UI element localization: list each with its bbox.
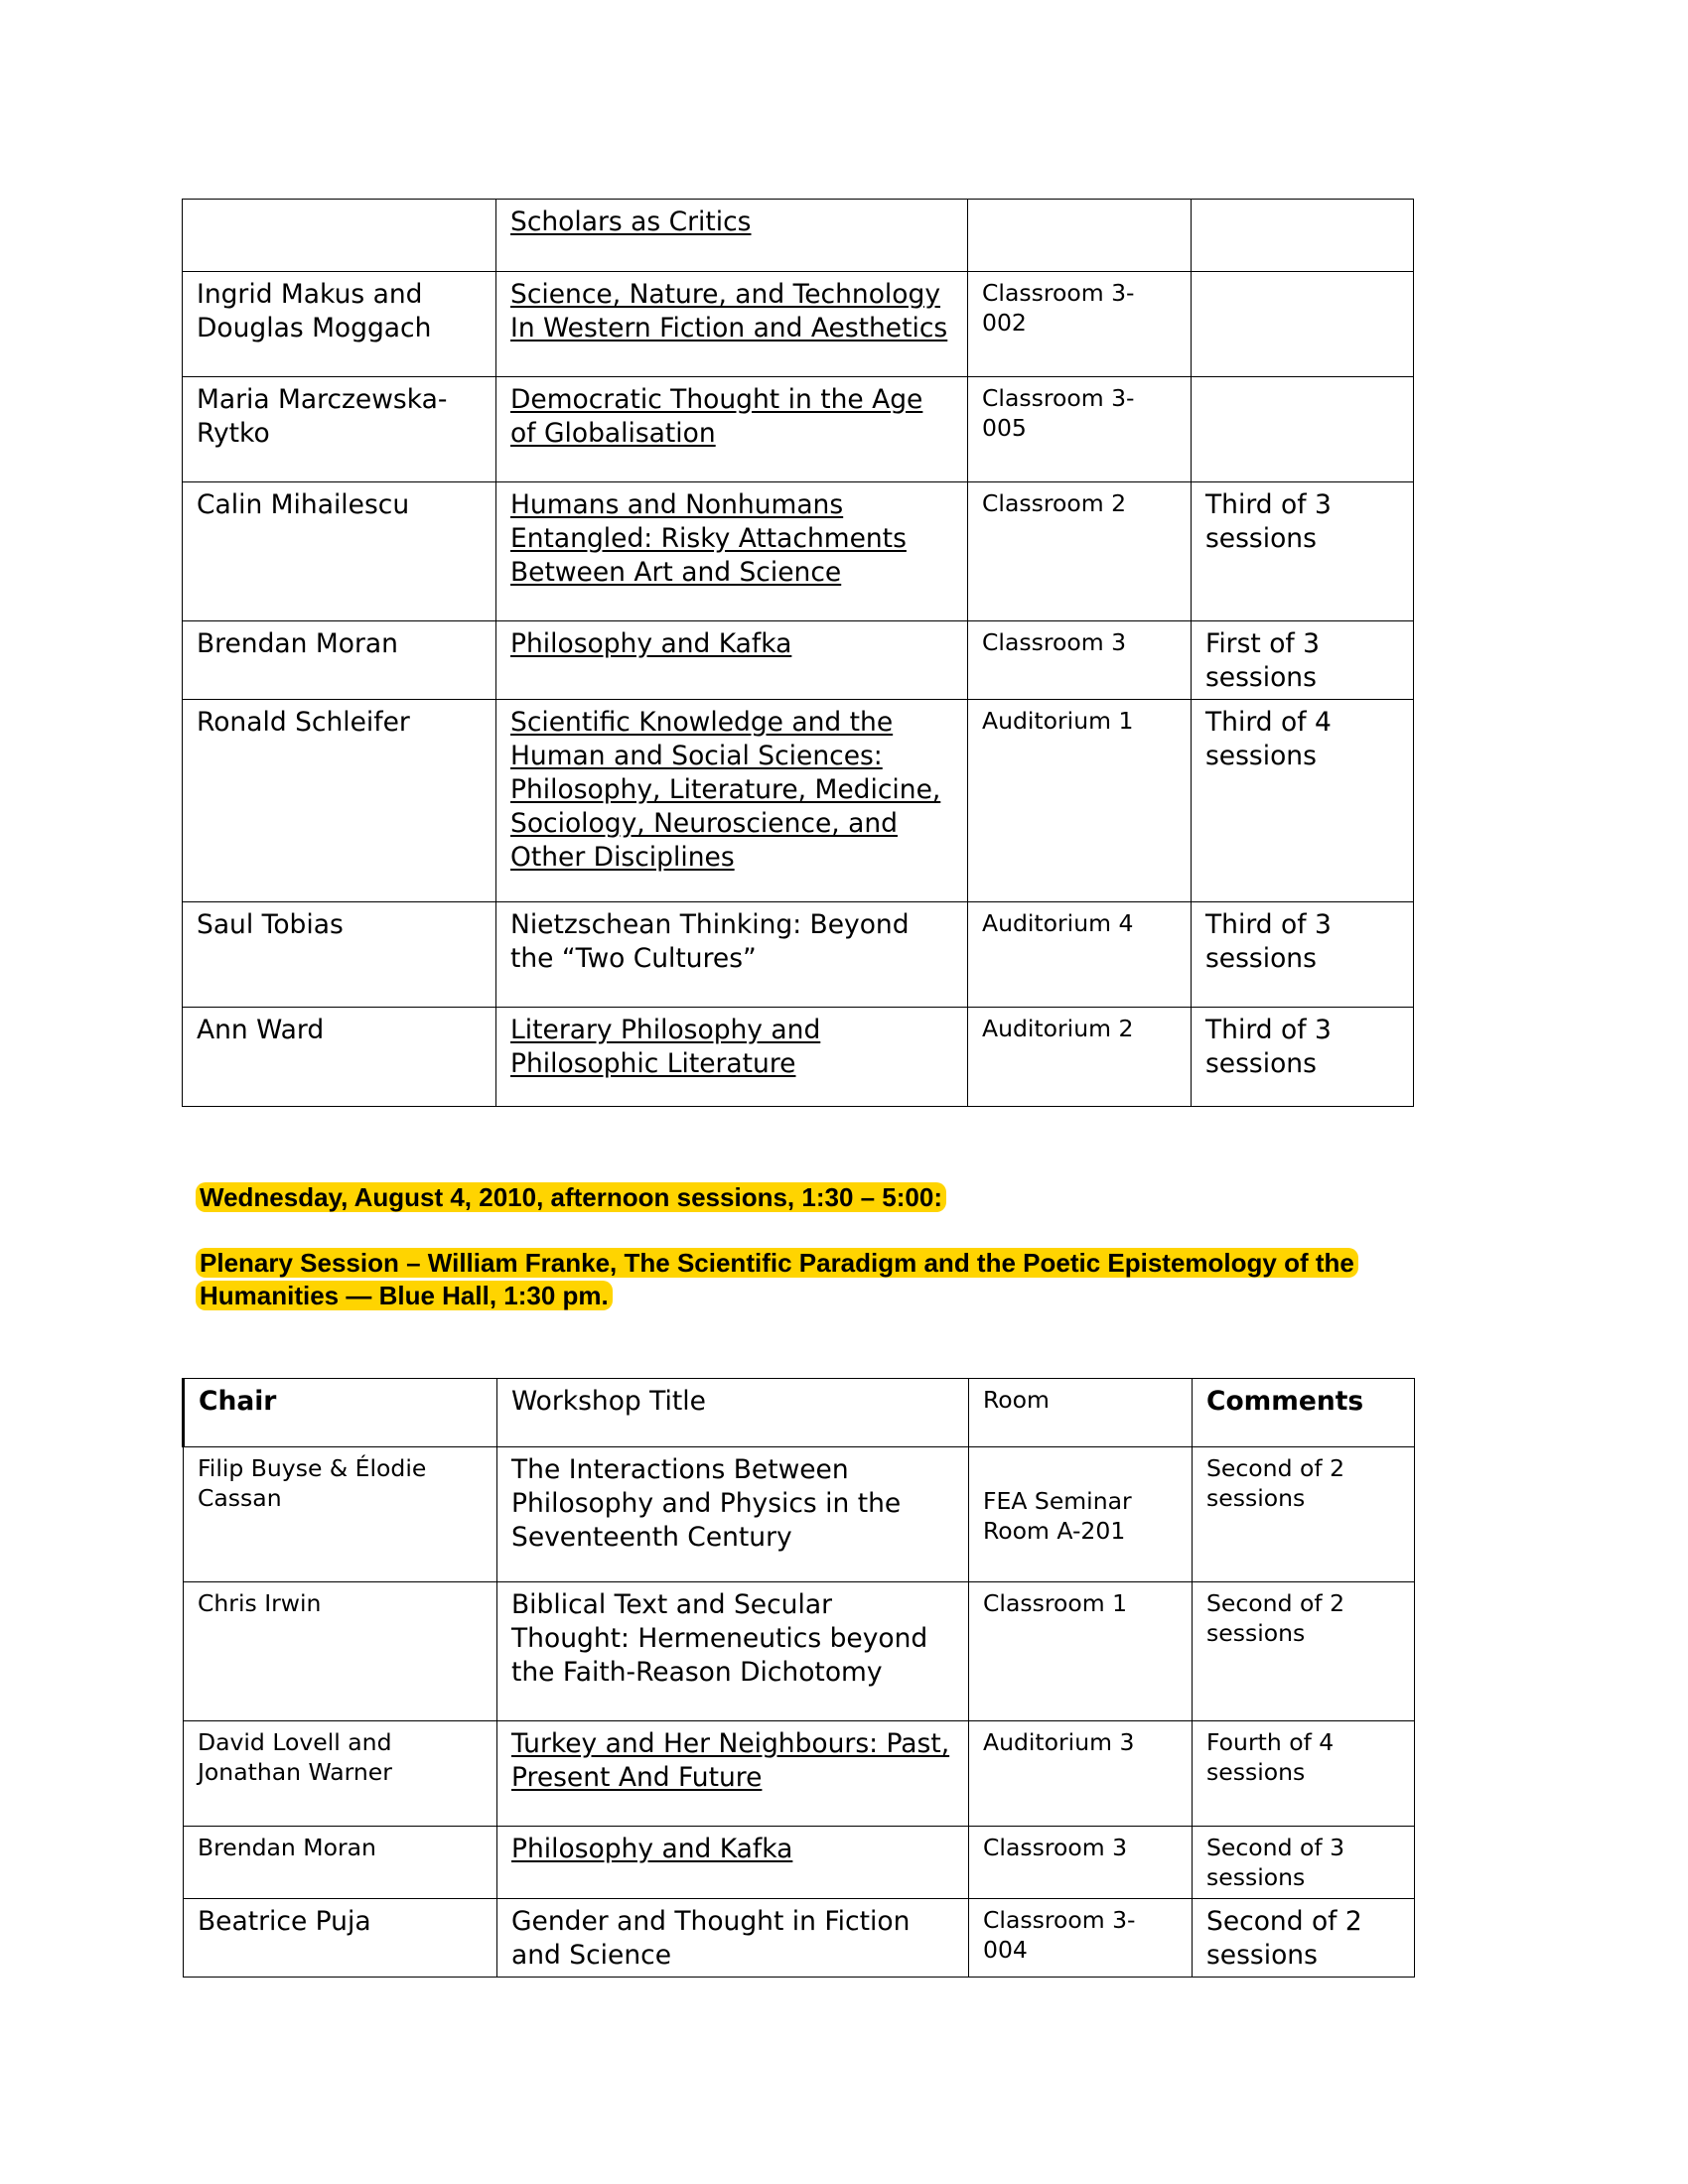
session-date-text: Wednesday, August 4, 2010, afternoon sessions, 1:30 – 5:00:: [196, 1182, 946, 1212]
comments-cell: Third of 3 sessions: [1192, 1008, 1414, 1107]
workshop-title-cell: [497, 1827, 969, 1899]
workshop-title-cell: Biblical Text and Secular Thought: Hermeneutics beyond the Faith-Reason Dichotomy: [497, 1582, 969, 1721]
table-row: [184, 1721, 1415, 1827]
header-workshop-title: Workshop Title: [497, 1379, 969, 1447]
table-row: [183, 482, 1414, 621]
chair-cell: Calin Mihailescu: [183, 482, 496, 621]
room-cell: FEA Seminar Room A-201: [969, 1447, 1193, 1582]
chair-cell: Maria Marczewska-Rytko: [183, 377, 496, 482]
room-cell: Auditorium 4: [968, 902, 1192, 1008]
chair-cell: Filip Buyse & Élodie Cassan: [184, 1447, 497, 1582]
plenary-session-text: Plenary Session – William Franke, The Scientific Paradigm and the Poetic Epistemology of the Humanities — Blue Hall, 1:30 pm.: [196, 1248, 1358, 1310]
workshop-title-link[interactable]: Scientific Knowledge and the Human and Social Sciences: Philosophy, Literature, Medicine, Sociology, Neuroscience, and Other Disciplines: [510, 707, 941, 873]
table-header-row: [184, 1379, 1415, 1447]
comments-cell: [1192, 272, 1414, 377]
workshop-title-cell: [496, 200, 968, 272]
room-cell: Classroom 3: [968, 621, 1192, 700]
room-cell: Classroom 2: [968, 482, 1192, 621]
workshop-title-link[interactable]: Science, Nature, and Technology In Western Fiction and Aesthetics: [510, 279, 948, 343]
chair-cell: Beatrice Puja: [184, 1899, 497, 1978]
room-cell: [968, 200, 1192, 272]
comments-cell: Second of 3 sessions: [1193, 1827, 1415, 1899]
comments-cell: Second of 2 sessions: [1193, 1582, 1415, 1721]
workshop-title-cell: Nietzschean Thinking: Beyond the “Two Cultures”: [496, 902, 968, 1008]
comments-cell: Fourth of 4 sessions: [1193, 1721, 1415, 1827]
workshop-title-cell: [496, 482, 968, 621]
comments-cell: Third of 3 sessions: [1192, 902, 1414, 1008]
comments-cell: Third of 4 sessions: [1192, 700, 1414, 902]
comments-cell: Second of 2 sessions: [1193, 1447, 1415, 1582]
workshop-title-cell: The Interactions Between Philosophy and Physics in the Seventeenth Century: [497, 1447, 969, 1582]
workshop-title-cell: [496, 272, 968, 377]
workshop-title-link[interactable]: Turkey and Her Neighbours: Past, Present And Future: [511, 1728, 950, 1793]
workshop-title-cell: Gender and Thought in Fiction and Science: [497, 1899, 969, 1978]
comments-cell: First of 3 sessions: [1192, 621, 1414, 700]
workshop-title-link[interactable]: Philosophy and Kafka: [511, 1834, 793, 1864]
comments-cell: Second of 2 sessions: [1193, 1899, 1415, 1978]
chair-cell: Ann Ward: [183, 1008, 496, 1107]
header-room: Room: [969, 1379, 1193, 1447]
comments-cell: [1192, 377, 1414, 482]
workshop-title-cell: [496, 1008, 968, 1107]
workshop-title-cell: [497, 1721, 969, 1827]
workshop-title-link[interactable]: Humans and Nonhumans Entangled: Risky Attachments Between Art and Science: [510, 489, 907, 588]
chair-cell: Chris Irwin: [184, 1582, 497, 1721]
table-row: [183, 700, 1414, 902]
table-row: [184, 1899, 1415, 1978]
chair-cell: [183, 200, 496, 272]
comments-cell: [1192, 200, 1414, 272]
room-cell: Classroom 3-002: [968, 272, 1192, 377]
room-cell: Classroom 1: [969, 1582, 1193, 1721]
table-row: [183, 272, 1414, 377]
table-row: [183, 200, 1414, 272]
workshop-title-cell: [496, 700, 968, 902]
comments-cell: Third of 3 sessions: [1192, 482, 1414, 621]
room-cell: Auditorium 2: [968, 1008, 1192, 1107]
header-chair: Chair: [184, 1379, 497, 1447]
plenary-session-heading: [196, 1247, 1486, 1312]
table-row: [184, 1582, 1415, 1721]
afternoon-workshop-table: [182, 1378, 1415, 1978]
chair-cell: Brendan Moran: [183, 621, 496, 700]
workshop-title-link[interactable]: Literary Philosophy and Philosophic Literature: [510, 1015, 821, 1079]
chair-cell: David Lovell and Jonathan Warner: [184, 1721, 497, 1827]
table-row: [183, 621, 1414, 700]
room-cell: Classroom 3: [969, 1827, 1193, 1899]
workshop-table-continued: [182, 199, 1414, 1107]
table-row: [184, 1447, 1415, 1582]
table-row: [184, 1827, 1415, 1899]
workshop-title-cell: [496, 621, 968, 700]
room-cell: Auditorium 3: [969, 1721, 1193, 1827]
chair-cell: Saul Tobias: [183, 902, 496, 1008]
room-cell: Auditorium 1: [968, 700, 1192, 902]
chair-cell: Ingrid Makus and Douglas Moggach: [183, 272, 496, 377]
room-cell: Classroom 3-005: [968, 377, 1192, 482]
session-date-heading: [196, 1181, 1486, 1214]
chair-cell: Ronald Schleifer: [183, 700, 496, 902]
table-row: [183, 902, 1414, 1008]
workshop-title-link[interactable]: Democratic Thought in the Age of Globalisation: [510, 384, 923, 449]
workshop-title-cell: [496, 377, 968, 482]
workshop-title-link[interactable]: Philosophy and Kafka: [510, 628, 792, 659]
table-row: [183, 1008, 1414, 1107]
workshop-title-link[interactable]: Scholars as Critics: [510, 206, 752, 237]
table-row: [183, 377, 1414, 482]
room-cell: Classroom 3-004: [969, 1899, 1193, 1978]
chair-cell: Brendan Moran: [184, 1827, 497, 1899]
header-comments: Comments: [1193, 1379, 1415, 1447]
